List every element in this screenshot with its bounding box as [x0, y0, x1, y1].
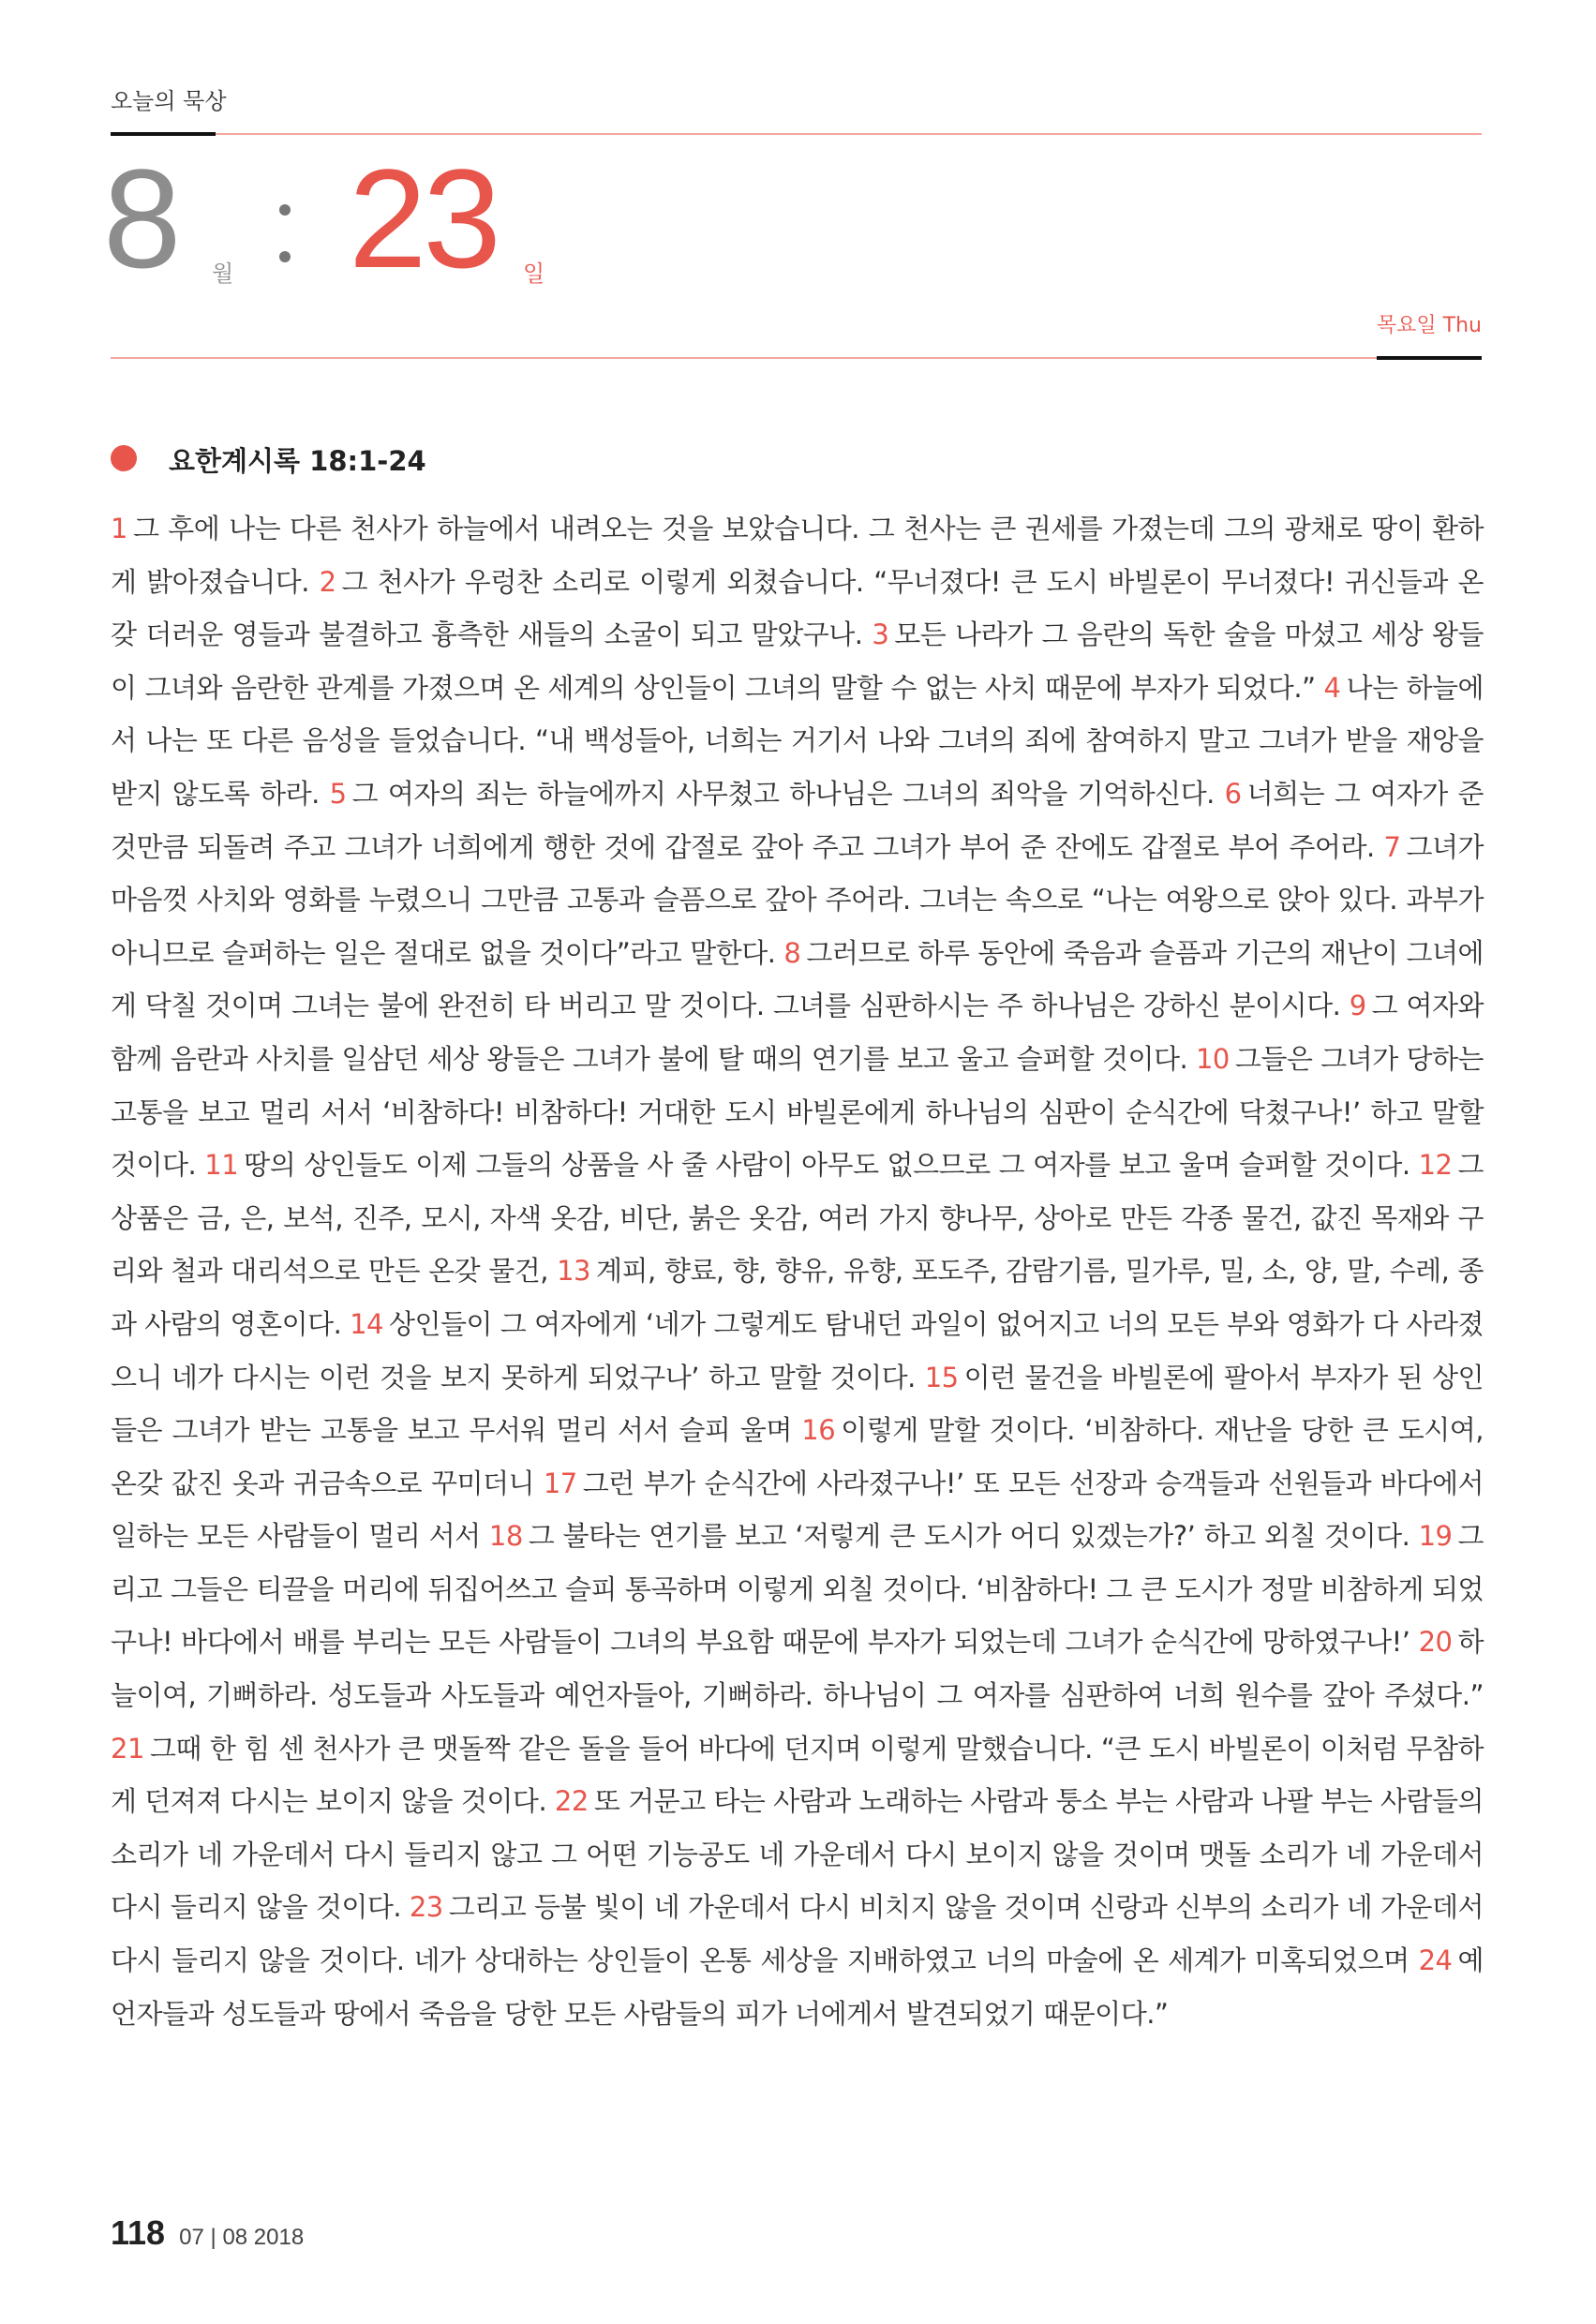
section-label: 오늘의 묵상 [111, 88, 227, 114]
verse-number: 22 [554, 1785, 589, 1818]
verse-number: 1 [111, 513, 127, 544]
verse-text: 그들은 그녀가 당하는 고통을 보고 멀리 서서 ‘비참하다! 비참하다! 거대한 도시 바빌론에게 하나님의 심판이 순식간에 닥쳤구나!’ 하고 말할 것이다. [111, 1042, 1484, 1182]
verse-text: 나는 하늘에서 나는 또 다른 음성을 들었습니다. “내 백성들아, 너희는 거기서 나와 그녀의 죄에 참여하지 말고 그녀가 받을 재앙을 받지 않도록 하라. [111, 671, 1484, 810]
passage-reference: 요한계시록 18:1-24 [169, 445, 426, 477]
scripture-text [111, 502, 1484, 2040]
verse-text: 그 후에 나는 다른 천사가 하늘에서 내려오는 것을 보았습니다. 그 천사는 큰 권세를 가졌는데 그의 광채로 땅이 환하게 밝아졌습니다. [111, 513, 1484, 598]
verse-text: 예언자들과 성도들과 땅에서 죽음을 당한 모든 사람들의 피가 너에게서 발견되었기 때문이다.” [111, 1944, 1484, 2030]
verse-text: 그때 한 힘 센 천사가 큰 맷돌짝 같은 돌을 들어 바다에 던지며 이렇게 말했습니다. “큰 도시 바빌론이 이처럼 무참하게 던져져 다시는 보이지 않을 것이다. [111, 1732, 1484, 1818]
verse-number: 5 [329, 777, 347, 810]
verse-text: 그녀가 마음껏 사치와 영화를 누렸으니 그만큼 고통과 슬픔으로 갚아 주어라. 그녀는 속으로 “나는 여왕으로 앉아 있다. 과부가 아니므로 슬퍼하는 일은 절대로 없을 것이다”라고 말한다. [111, 830, 1484, 969]
verse-number: 9 [1349, 990, 1366, 1022]
verse-number: 17 [543, 1467, 577, 1499]
middle-divider [111, 357, 1482, 359]
verse-number: 13 [557, 1255, 590, 1288]
verse-number: 23 [409, 1891, 443, 1924]
verse-number: 20 [1418, 1626, 1453, 1659]
top-divider [111, 133, 1482, 135]
page-number: 118 [111, 2213, 166, 2252]
page-footer [111, 2213, 304, 2253]
verse-text: 하늘이여, 기뻐하라. 성도들과 사도들과 예언자들아, 기뻐하라. 하나님이 그 여자를 심판하여 너희 원수를 갚아 주셨다.” [111, 1626, 1484, 1712]
verse-number: 6 [1224, 777, 1242, 810]
verse-number: 8 [783, 936, 801, 969]
date-month-unit: 월 [212, 261, 234, 287]
middle-divider-accent [1377, 356, 1482, 360]
verse-number: 4 [1323, 671, 1341, 704]
verse-text: 모든 나라가 그 음란의 독한 술을 마셨고 세상 왕들이 그녀와 음란한 관계를 가졌으며 온 세계의 상인들이 그녀의 말할 수 없는 사치 때문에 부자가 되었다.” [111, 618, 1484, 704]
verse-number: 3 [872, 618, 889, 651]
verse-text: 그런 부가 순식간에 사라졌구나!’ 또 모든 선장과 승객들과 선원들과 바다에서 일하는 모든 사람들이 멀리 서서 [111, 1467, 1484, 1553]
verse-number: 18 [488, 1520, 523, 1553]
verse-text: 그 천사가 우렁찬 소리로 이렇게 외쳤습니다. “무너졌다! 큰 도시 바빌론이 무너졌다! 귀신들과 온갖 더러운 영들과 불결하고 흉측한 새들의 소굴이 되고 말았구나. [111, 565, 1484, 651]
date-day-unit: 일 [523, 261, 545, 287]
date-day: 23 [349, 140, 498, 297]
verse-text: 땅의 상인들도 이제 그들의 상품을 사 줄 사람이 아무도 없으므로 그 여자를 보고 울며 슬퍼할 것이다. [244, 1149, 1410, 1182]
verse-text: 또 거문고 타는 사람과 노래하는 사람과 퉁소 부는 사람과 나팔 부는 사람들의 소리가 네 가운데서 다시 들리지 않고 그 어떤 기능공도 네 가운데서 다시 보이지 않을 것이며 맷돌 소리가 네 가운데서 다시 들리지 않을 것이다. [111, 1785, 1484, 1924]
verse-text: 상인들이 그 여자에게 ‘네가 그렇게도 탐내던 과일이 없어지고 너의 모든 부와 영화가 다 사라졌으니 네가 다시는 이런 것을 보지 못하게 되었구나’ 하고 말할 것이다. [111, 1307, 1484, 1393]
verse-text: 이런 물건을 바빌론에 팔아서 부자가 된 상인들은 그녀가 받는 고통을 보고 무서워 멀리 서서 슬피 울며 [111, 1361, 1484, 1447]
issue-date: 07 | 08 2018 [179, 2225, 305, 2250]
top-divider-accent [111, 132, 216, 136]
date-colon-icon [279, 197, 292, 272]
verse-text: 너희는 그 여자가 준 것만큼 되돌려 주고 그녀가 너희에게 행한 것에 갑절로 갚아 주고 그녀가 부어 준 잔에도 갑절로 부어 주어라. [111, 777, 1484, 863]
bullet-dot-icon [111, 445, 137, 471]
verse-text: 그 여자의 죄는 하늘에까지 사무쳤고 하나님은 그녀의 죄악을 기억하신다. [351, 777, 1215, 810]
weekday-label: 목요일 Thu [1376, 314, 1482, 337]
verse-text: 이렇게 말할 것이다. ‘비참하다. 재난을 당한 큰 도시여, 온갖 값진 옷과 귀금속으로 꾸미더니 [111, 1414, 1484, 1499]
verse-text: 그 상품은 금, 은, 보석, 진주, 모시, 자색 옷감, 비단, 붉은 옷감, 여러 가지 향나무, 상아로 만든 각종 물건, 값진 목재와 구리와 철과 대리석으로 만든 온갖 물건, [111, 1149, 1484, 1288]
verse-number: 21 [111, 1732, 144, 1765]
verse-text: 그리고 등불 빛이 네 가운데서 다시 비치지 않을 것이며 신랑과 신부의 소리가 네 가운데서 다시 들리지 않을 것이다. 네가 상대하는 상인들이 온통 세상을 지배하였고 너의 마술에 온 세계가 미혹되었으며 [111, 1891, 1484, 1977]
date-month: 8 [103, 140, 178, 297]
verse-number: 19 [1418, 1520, 1453, 1553]
verse-text: 그 여자와 함께 음란과 사치를 일삼던 세상 왕들은 그녀가 불에 탈 때의 연기를 보고 울고 슬퍼할 것이다. [111, 990, 1484, 1075]
verse-text: 그리고 그들은 티끌을 머리에 뒤집어쓰고 슬피 통곡하며 이렇게 외칠 것이다. ‘비참하다! 그 큰 도시가 정말 비참하게 되었구나! 바다에서 배를 부리는 모든 사람들이 그녀의 부요함 때문에 부자가 되었는데 그녀가 순식간에 망하였구나!’ [111, 1520, 1484, 1659]
verse-number: 24 [1418, 1944, 1453, 1977]
verse-number: 10 [1195, 1042, 1230, 1075]
verse-number: 15 [924, 1361, 959, 1393]
verse-number: 11 [204, 1149, 239, 1182]
verse-text: 계피, 향료, 향, 향유, 유향, 포도주, 감람기름, 밀가루, 밀, 소, 양, 말, 수레, 종과 사람의 영혼이다. [111, 1255, 1484, 1340]
verse-number: 7 [1383, 830, 1401, 863]
verse-number: 2 [319, 565, 336, 598]
verse-text: 그 불타는 연기를 보고 ‘저렇게 큰 도시가 어디 있겠는가?’ 하고 외칠 것이다. [528, 1520, 1410, 1553]
verse-number: 12 [1418, 1149, 1453, 1182]
verse-number: 16 [801, 1414, 836, 1447]
verse-text: 그러므로 하루 동안에 죽음과 슬픔과 기근의 재난이 그녀에게 닥칠 것이며 그녀는 불에 완전히 타 버리고 말 것이다. 그녀를 심판하시는 주 하나님은 강하신 분이시다. [111, 936, 1484, 1022]
verse-number: 14 [350, 1307, 383, 1340]
